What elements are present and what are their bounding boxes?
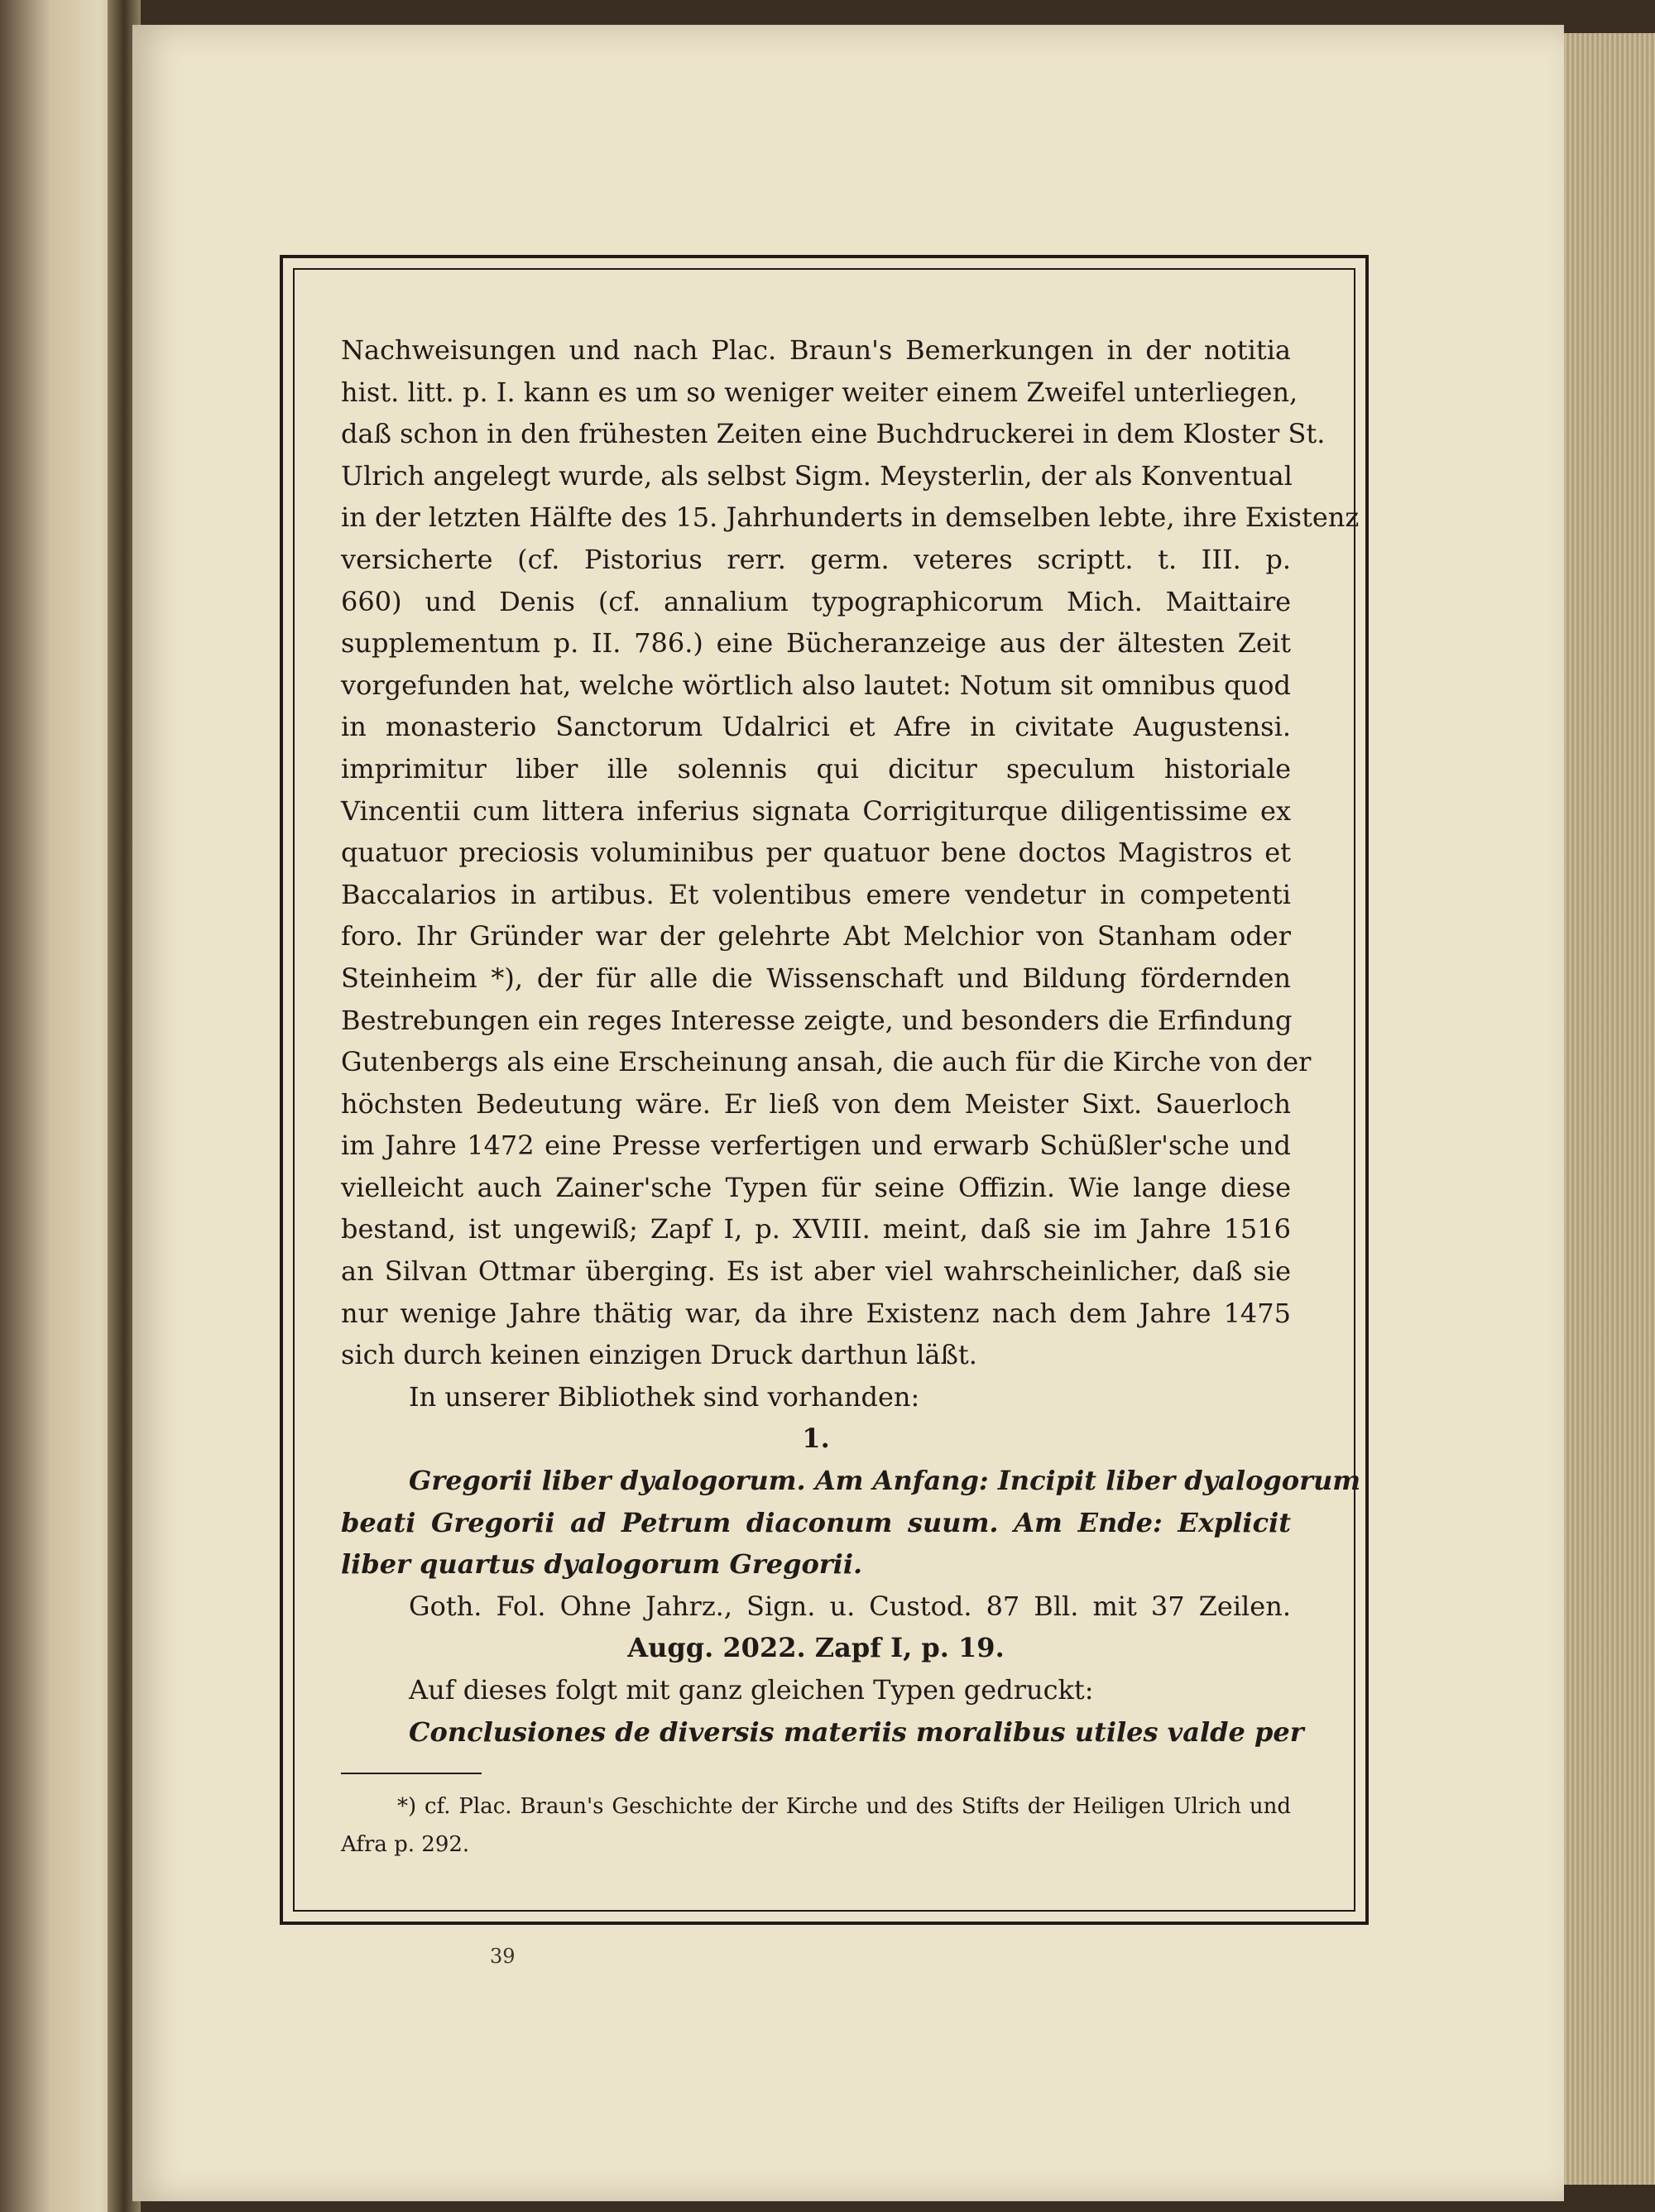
page-number: 39 — [490, 1945, 516, 1968]
body-line: Steinheim *), der für alle die Wissenschaft und Bildung fördernden — [341, 962, 1291, 994]
body-line: in der letzten Hälfte des 15. Jahrhunderts in demselben lebte, ihre Existenz — [341, 501, 1360, 534]
body-line: Baccalarios in artibus. Et volentibus emere vendetur in competenti — [341, 878, 1291, 910]
body-line: vielleicht auch Zainer'sche Typen für seine Offizin. Wie lange diese — [341, 1171, 1291, 1203]
body-line: 660) und Denis (cf. annalium typographicorum Mich. Maittaire — [341, 585, 1291, 617]
body-line: im Jahre 1472 eine Presse verfertigen und erwarb Schüßler'sche und — [341, 1130, 1291, 1162]
followup-line: Auf dieses folgt mit ganz gleichen Typen gedruckt: — [409, 1674, 1094, 1706]
left-page-edge — [0, 0, 124, 2212]
entry-title-line: liber quartus dyalogorum Gregorii. — [341, 1548, 863, 1581]
body-line: in monasterio Sanctorum Udalrici et Afre in civitate Augustensi. — [341, 711, 1291, 743]
body-line: supplementum p. II. 786.) eine Bücheranzeige aus der ältesten Zeit — [341, 627, 1291, 660]
body-line: Ulrich angelegt wurde, als selbst Sigm. Meysterlin, der als Konventual — [341, 459, 1293, 492]
holdings-intro: In unserer Bibliothek sind vorhanden: — [409, 1380, 920, 1413]
body-line: nur wenige Jahre thätig war, da ihre Existenz nach dem Jahre 1475 — [341, 1297, 1291, 1329]
body-line: Nachweisungen und nach Plac. Braun's Bemerkungen in der notitia — [341, 334, 1291, 366]
body-line: Bestrebungen ein reges Interesse zeigte, und besonders die Erfindung — [341, 1004, 1293, 1036]
page-text — [341, 329, 1361, 1753]
body-line: hist. litt. p. I. kann es um so weniger weiter einem Zweifel unterliegen, — [341, 376, 1298, 408]
body-line: versicherte (cf. Pistorius rerr. germ. veteres scriptt. t. III. p. — [341, 543, 1291, 575]
footnote-line: *) cf. Plac. Braun's Geschichte der Kirche und des Stifts der Heiligen Ulrich und — [397, 1794, 1291, 1819]
body-line: quatuor preciosis voluminibus per quatuor bene doctos Magistros et — [341, 837, 1291, 869]
entry-description: Goth. Fol. Ohne Jahrz., Sign. u. Custod. 87 Bll. mit 37 Zeilen. — [409, 1590, 1291, 1622]
page-stack-edge — [1556, 33, 1655, 2185]
body-line: Gutenbergs als eine Erscheinung ansah, die auch für die Kirche von der — [341, 1046, 1312, 1078]
body-line: imprimitur liber ille solennis qui dicitur speculum historiale — [341, 752, 1291, 785]
body-line: sich durch keinen einzigen Druck darthun läßt. — [341, 1339, 977, 1371]
body-line: daß schon in den frühesten Zeiten eine Buchdruckerei in dem Kloster St. — [341, 418, 1326, 450]
body-line: foro. Ihr Gründer war der gelehrte Abt Melchior von Stanham oder — [341, 920, 1291, 952]
conclusiones-line: Conclusiones de diversis materiis moralibus utiles valde per — [409, 1715, 1304, 1748]
body-line: Vincentii cum littera inferius signata Corrigiturque diligentissime ex — [341, 794, 1291, 827]
body-line: vorgefunden hat, welche wörtlich also lautet: Notum sit omnibus quod — [341, 669, 1291, 701]
entry-title-line: beati Gregorii ad Petrum diaconum suum. Am Ende: Explicit — [341, 1506, 1291, 1538]
entry-title-line: Gregorii liber dyalogorum. Am Anfang: Incipit liber dyalogorum — [409, 1465, 1361, 1497]
entry-number: 1. — [802, 1423, 830, 1455]
footnote — [341, 1787, 1291, 1864]
footnote-rule — [341, 1773, 482, 1774]
body-line: höchsten Bedeutung wäre. Er ließ von dem Meister Sixt. Sauerloch — [341, 1087, 1291, 1120]
body-line: bestand, ist ungewiß; Zapf I, p. XVIII. meint, daß sie im Jahre 1516 — [341, 1213, 1291, 1245]
entry-reference: Augg. 2022. Zapf I, p. 19. — [627, 1632, 1005, 1664]
footnote-line: Afra p. 292. — [341, 1832, 470, 1857]
body-line: an Silvan Ottmar überging. Es ist aber viel wahrscheinlicher, daß sie — [341, 1255, 1291, 1288]
